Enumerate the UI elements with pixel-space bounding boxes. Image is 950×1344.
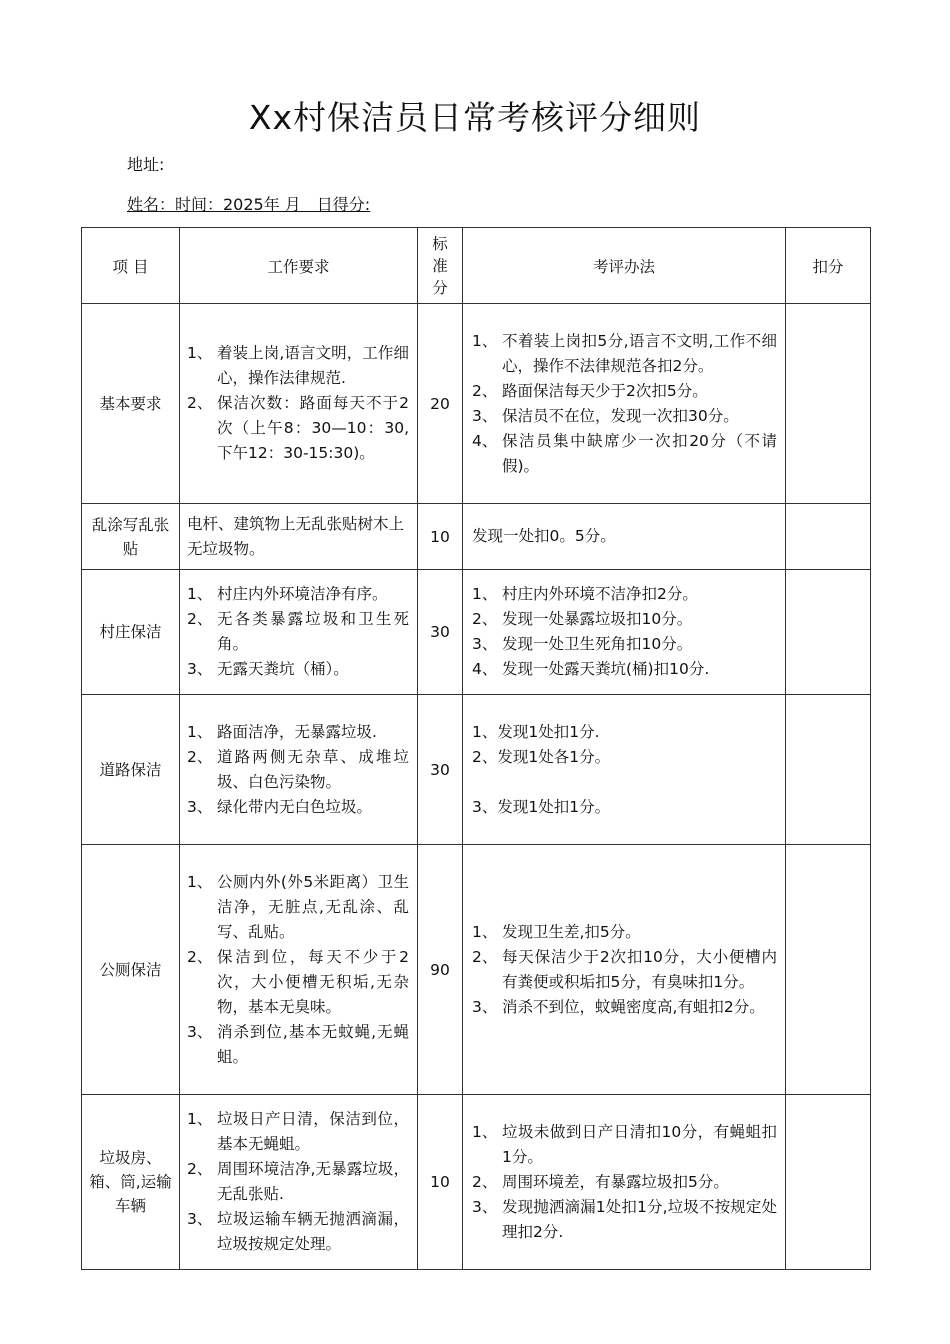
row-score: 20 <box>418 304 463 504</box>
row-deduction[interactable] <box>786 1095 871 1270</box>
row-methods: 发现一处扣0。5分。 <box>463 504 786 570</box>
row-item: 村庄保洁 <box>82 570 180 695</box>
address-label: 地址: <box>127 155 165 174</box>
row-score: 90 <box>418 845 463 1095</box>
list-item: 1、 公厕内外(外5米距离）卫生洁净，无脏点,无乱涂、乱写、乱贴。 <box>187 872 409 941</box>
row-item: 道路保洁 <box>82 695 180 845</box>
info-line: 姓名：时间：2025年 月 日得分: <box>127 195 371 214</box>
list-item: 3、 绿化带内无白色垃圾。 <box>187 797 373 816</box>
method-line: 2、发现1处各1分。 <box>472 747 611 766</box>
table-header-row <box>82 228 871 304</box>
row-methods <box>463 695 786 845</box>
list-item: 1、 不着装上岗扣5分,语言不文明,工作不细心，操作不法律规范各扣2分。 <box>472 331 777 375</box>
row-deduction[interactable] <box>786 304 871 504</box>
header-method: 考评办法 <box>463 228 786 304</box>
row-methods <box>463 304 786 504</box>
row-methods <box>463 845 786 1095</box>
row-item: 垃圾房、箱、筒,运输车辆 <box>82 1095 180 1270</box>
list-item: 3、 消杀不到位，蚊蝇密度高,有蛆扣2分。 <box>472 997 765 1016</box>
row-methods <box>463 570 786 695</box>
scoring-table <box>81 227 871 1270</box>
row-score: 10 <box>418 504 463 570</box>
table-row <box>82 504 871 570</box>
list-item: 1、 垃圾未做到日产日清扣10分，有蝇蛆扣1分。 <box>472 1122 777 1166</box>
table-row <box>82 1095 871 1270</box>
header-requirement: 工作要求 <box>180 228 418 304</box>
list-item: 1、 着装上岗,语言文明，工作细心，操作法律规范. <box>187 344 409 387</box>
list-item: 2、 每天保洁少于2次扣10分，大小便槽内有粪便或积垢扣5分，有臭味扣1分。 <box>472 947 777 991</box>
row-score: 10 <box>418 1095 463 1270</box>
row-requirements <box>180 570 418 695</box>
row-score: 30 <box>418 695 463 845</box>
list-item: 1、 村庄内外环境洁净有序。 <box>187 585 388 603</box>
header-item: 项 目 <box>82 228 180 304</box>
row-item: 公厕保洁 <box>82 845 180 1095</box>
row-requirements <box>180 1095 418 1270</box>
row-requirements: 电杆、建筑物上无乱张贴树木上无垃圾物。 <box>180 504 418 570</box>
method-line: 1、发现1处扣1分. <box>472 722 600 741</box>
header-score: 标 准 分 <box>418 228 463 304</box>
list-item: 3、 垃圾运输车辆无抛洒滴漏，垃圾按规定处理。 <box>187 1210 409 1253</box>
list-item: 1、 路面洁净，无暴露垃圾. <box>187 722 377 741</box>
row-deduction[interactable] <box>786 504 871 570</box>
list-item: 4、 发现一处露天粪坑(桶)扣10分. <box>472 660 710 678</box>
list-item: 2、 路面保洁每天少于2次扣5分。 <box>472 381 708 400</box>
list-item: 3、 保洁员不在位，发现一次扣30分。 <box>472 406 739 425</box>
document-title: Xx村保洁员日常考核评分细则 <box>248 98 702 137</box>
list-item: 3、 无露天粪坑（桶）。 <box>187 660 349 678</box>
row-deduction[interactable] <box>786 695 871 845</box>
list-item: 3、 消杀到位,基本无蚊蝇,无蝇蛆。 <box>187 1022 409 1066</box>
table-row <box>82 695 871 845</box>
row-requirements <box>180 304 418 504</box>
list-item: 1、 垃圾日产日清，保洁到位，基本无蝇蛆。 <box>187 1110 409 1153</box>
row-deduction[interactable] <box>786 570 871 695</box>
row-requirements <box>180 845 418 1095</box>
list-item: 2、 周围环境差，有暴露垃圾扣5分。 <box>472 1172 729 1191</box>
list-item: 3、 发现一处卫生死角扣10分。 <box>472 635 693 653</box>
row-methods <box>463 1095 786 1270</box>
method-line: 3、发现1处扣1分。 <box>472 797 611 816</box>
row-requirements <box>180 695 418 845</box>
list-item: 2、 无各类暴露垃圾和卫生死角。 <box>187 610 409 653</box>
header-deduction: 扣分 <box>786 228 871 304</box>
row-deduction[interactable] <box>786 845 871 1095</box>
list-item: 2、 发现一处暴露垃圾扣10分。 <box>472 610 693 628</box>
list-item: 2、 道路两侧无杂草、成堆垃圾、白色污染物。 <box>187 747 409 791</box>
list-item: 2、 保洁次数：路面每天不于2次（上午8：30—10：30,下午12：30-15:30)。 <box>187 394 409 462</box>
list-item: 1、 发现卫生差,扣5分。 <box>472 922 641 941</box>
table-row <box>82 304 871 504</box>
list-item: 1、 村庄内外环境不洁净扣2分。 <box>472 585 698 603</box>
table-row <box>82 570 871 695</box>
row-item: 基本要求 <box>82 304 180 504</box>
list-item: 2、 保洁到位，每天不少于2次，大小便槽无积垢,无杂物，基本无臭味。 <box>187 947 409 1016</box>
row-score: 30 <box>418 570 463 695</box>
table-row <box>82 845 871 1095</box>
list-item: 2、 周围环境洁净,无暴露垃圾，无乱张贴. <box>187 1160 409 1203</box>
row-item: 乱涂写乱张贴 <box>82 504 180 570</box>
list-item: 4、 保洁员集中缺席少一次扣20分（不请假)。 <box>472 431 777 475</box>
list-item: 3、 发现抛洒滴漏1处扣1分,垃圾不按规定处理扣2分. <box>472 1197 777 1241</box>
